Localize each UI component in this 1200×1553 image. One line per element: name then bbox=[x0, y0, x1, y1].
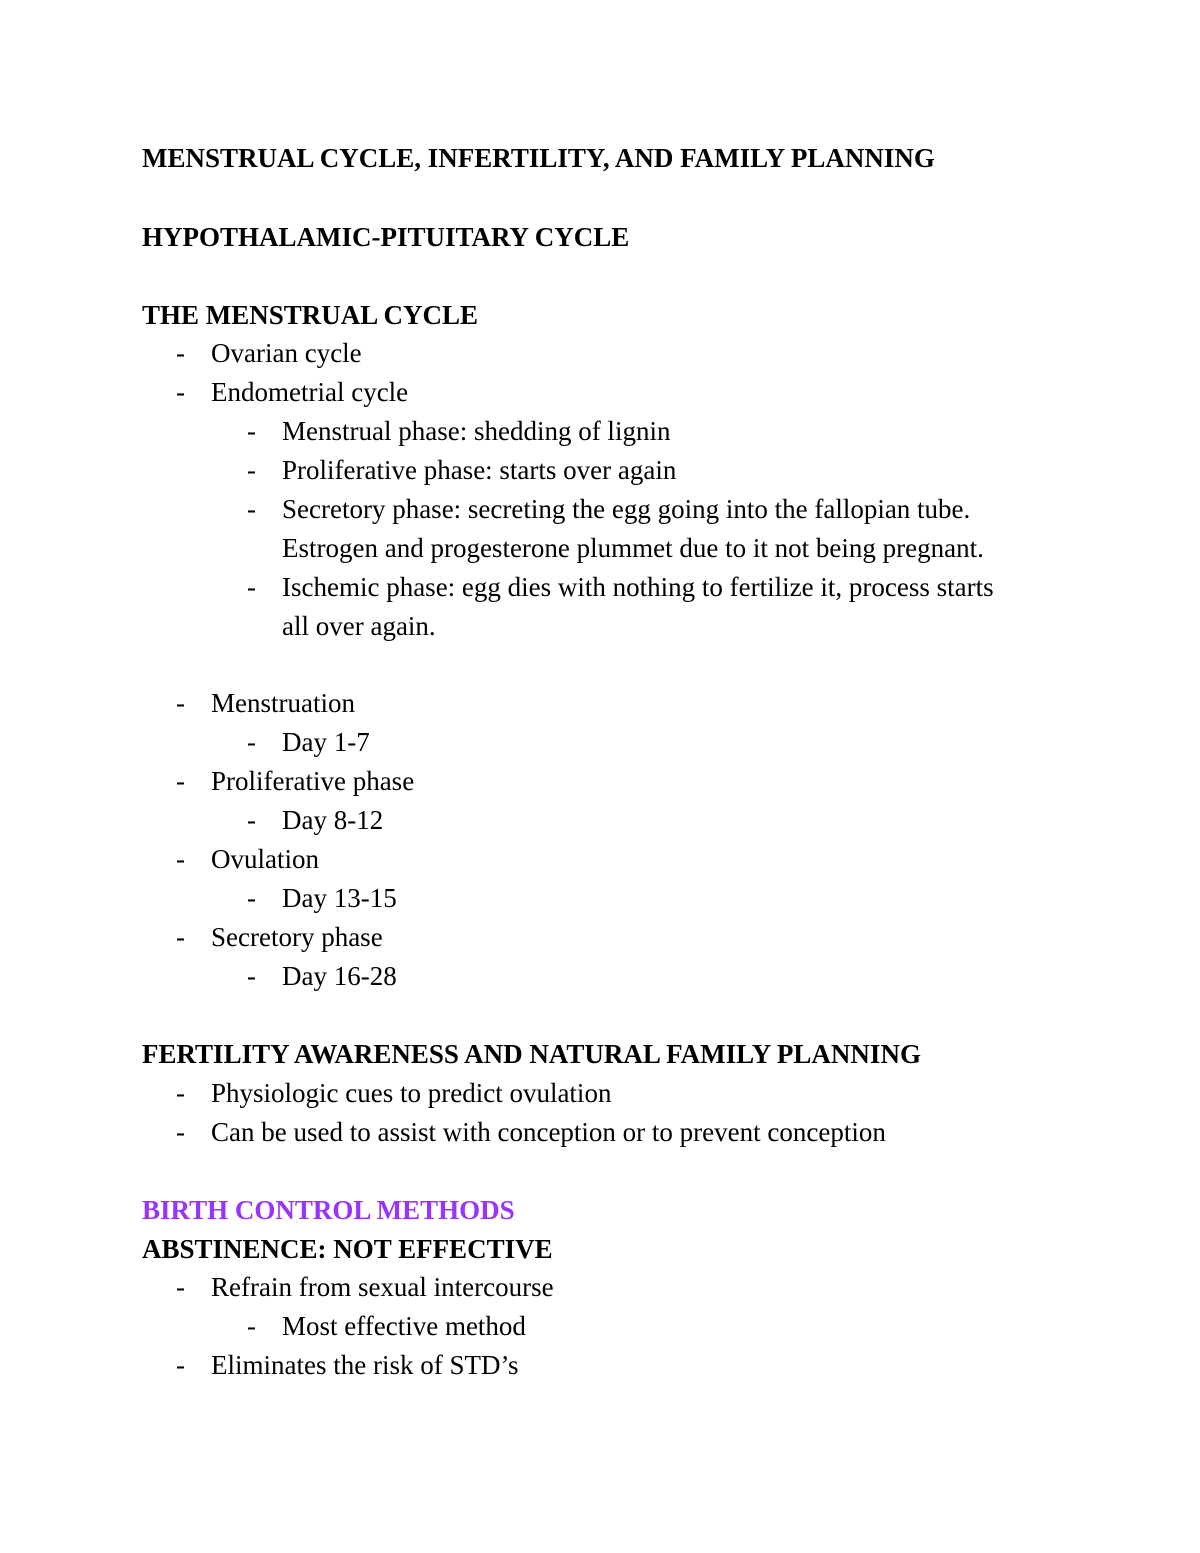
list-item-menstruation-days: Day 1-7 bbox=[282, 727, 370, 757]
bullet-dash: - bbox=[247, 883, 256, 913]
bullet-dash: - bbox=[247, 1311, 256, 1341]
bullet-dash: - bbox=[176, 1117, 185, 1147]
section-heading-abstinence: ABSTINENCE: NOT EFFECTIVE bbox=[142, 1234, 553, 1264]
list-item-ischemic-phase: Ischemic phase: egg dies with nothing to fertilize it, process starts bbox=[282, 572, 994, 602]
bullet-dash: - bbox=[247, 572, 256, 602]
list-item-menstrual-phase: Menstrual phase: shedding of lignin bbox=[282, 416, 671, 446]
bullet-dash: - bbox=[176, 338, 185, 368]
list-item-endometrial-cycle: Endometrial cycle bbox=[211, 377, 409, 407]
list-item-proliferative: Proliferative phase bbox=[211, 766, 415, 796]
list-item-secretory-phase-continued: Estrogen and progesterone plummet due to it not being pregnant. bbox=[282, 533, 984, 563]
list-item-physiologic-cues: Physiologic cues to predict ovulation bbox=[211, 1078, 612, 1108]
list-item-most-effective: Most effective method bbox=[282, 1311, 526, 1341]
list-item-ovarian-cycle: Ovarian cycle bbox=[211, 338, 362, 368]
bullet-dash: - bbox=[247, 494, 256, 524]
list-item-secretory-days: Day 16-28 bbox=[282, 961, 397, 991]
bullet-dash: - bbox=[176, 844, 185, 874]
bullet-dash: - bbox=[176, 1078, 185, 1108]
bullet-dash: - bbox=[247, 961, 256, 991]
list-item-proliferative-phase: Proliferative phase: starts over again bbox=[282, 455, 677, 485]
section-heading-menstrual-cycle: THE MENSTRUAL CYCLE bbox=[142, 300, 479, 330]
list-item-refrain: Refrain from sexual intercourse bbox=[211, 1272, 554, 1302]
bullet-dash: - bbox=[176, 922, 185, 952]
list-item-secretory-phase: Secretory phase: secreting the egg going into the fallopian tube. bbox=[282, 494, 971, 524]
section-heading-hypothalamic: HYPOTHALAMIC-PITUITARY CYCLE bbox=[142, 222, 630, 252]
list-item-eliminates-std: Eliminates the risk of STD’s bbox=[211, 1350, 519, 1380]
list-item-menstruation: Menstruation bbox=[211, 688, 355, 718]
bullet-dash: - bbox=[176, 1272, 185, 1302]
document-title: MENSTRUAL CYCLE, INFERTILITY, AND FAMILY PLANNING bbox=[142, 143, 935, 173]
list-item-conception-use: Can be used to assist with conception or to prevent conception bbox=[211, 1117, 886, 1147]
list-item-ovulation: Ovulation bbox=[211, 844, 319, 874]
list-item-ovulation-days: Day 13-15 bbox=[282, 883, 397, 913]
list-item-ischemic-phase-continued: all over again. bbox=[282, 611, 436, 641]
bullet-dash: - bbox=[176, 766, 185, 796]
bullet-dash: - bbox=[247, 455, 256, 485]
bullet-dash: - bbox=[176, 377, 185, 407]
section-heading-birth-control: BIRTH CONTROL METHODS bbox=[142, 1195, 515, 1225]
list-item-proliferative-days: Day 8-12 bbox=[282, 805, 384, 835]
bullet-dash: - bbox=[176, 688, 185, 718]
bullet-dash: - bbox=[176, 1350, 185, 1380]
bullet-dash: - bbox=[247, 416, 256, 446]
list-item-secretory: Secretory phase bbox=[211, 922, 383, 952]
bullet-dash: - bbox=[247, 727, 256, 757]
bullet-dash: - bbox=[247, 805, 256, 835]
section-heading-fertility-awareness: FERTILITY AWARENESS AND NATURAL FAMILY PLANNING bbox=[142, 1039, 921, 1069]
